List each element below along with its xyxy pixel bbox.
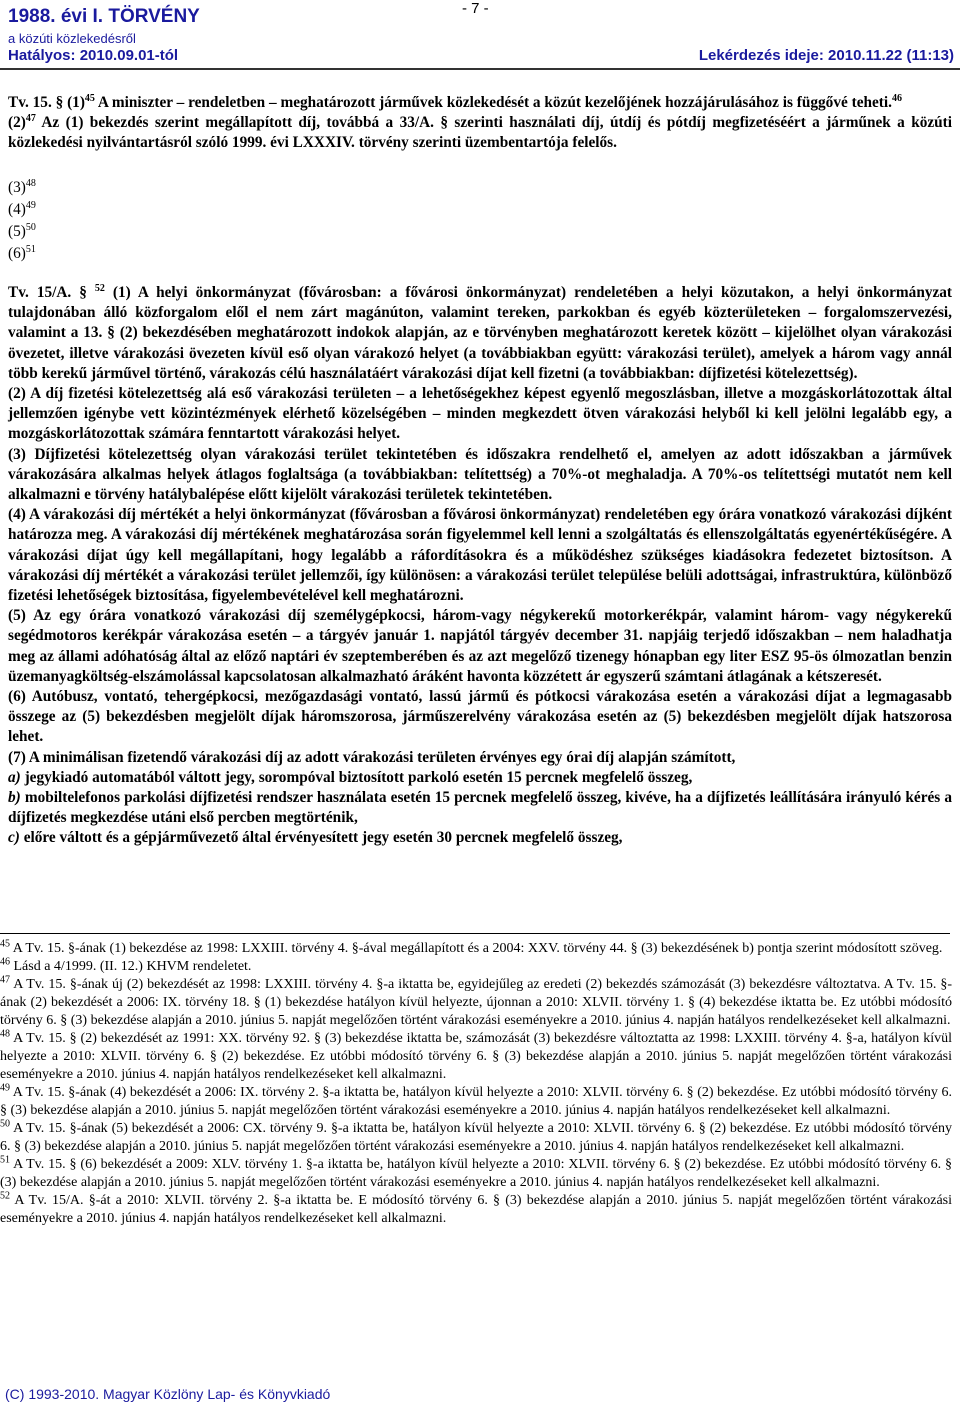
- footnote-ref[interactable]: 48: [25, 177, 36, 189]
- footnote: $^{51}$ A Tv. 15. § (6) bekezdését a 2009: XLV. törvény 1. §-a iktatta be, hatályon kívül helyezte a 2010: XLVII. törvény 6. § (2) bekezdése. Ez utóbbi módosító törvény 6. § (3) bekezdése alapján a 2010. június 5. napját megelőzően történt várakozási eseményekre a 2010. június 4. napján hatályos rendelkezéseket kell alkalmazni.: [0, 1154, 952, 1190]
- footnote: $^{48}$ A Tv. 15. § (2) bekezdését az 1991: XX. törvény 92. § (3) bekezdése iktatta be, számozását (3) bekezdésre változtatta az 1998: LXXIII. törvény 4. §-a, hatályon kívül helyezte a 2010: XLVII. törvény 6. § (2) bekezdése. Ez utóbbi módosító törvény 6. § (3) bekezdése alapján a 2010. június 5. napját megelőzően történt várakozási eseményekre a 2010. június 4. napján hatályos rendelkezéseket kell alkalmazni.: [0, 1028, 952, 1082]
- paragraph-15a-6: (6) Autóbusz, vontató, tehergépkocsi, mezőgazdasági vontató, lassú jármű és pótkocsi várakozása esetén a várakozási díjat a legmagasabb összege az (5) bekezdésben megjelölt díjak háromszorosa, járműszerelvény várakozása esetén az (5) bekezdésben megjelölt díjak hatszorosa lehet.: [8, 688, 952, 746]
- page-number: - 7 -: [462, 0, 489, 17]
- footnote: $^{45}$ A Tv. 15. §-ának (1) bekezdése az 1998: LXXIII. törvény 4. §-ával megállapított és a 2004: XXV. törvény 44. § (3) bekezdésének b) pontja szerint módosított szöveg.: [0, 938, 943, 956]
- header-divider: [0, 68, 960, 70]
- footnote: $^{49}$ A Tv. 15. §-ának (4) bekezdését a 2006: IX. törvény 2. §-a iktatta be, hatályon kívül helyezte a 2010: XLVII. törvény 6. § (2) bekezdése. Ez utóbbi módosító törvény 6. § (3) bekezdése alapján a 2010. június 5. napját megelőzően történt várakozási eseményekre a 2010. június 4. napján hatályos rendelkezéseket kell alkalmazni.: [0, 1082, 952, 1118]
- footnote: $^{46}$ Lásd a 4/1999. (II. 12.) KHVM rendeletet.: [0, 956, 252, 974]
- list-item: $(6)^{51}$: [8, 243, 36, 262]
- list-item: $(4)^{49}$: [8, 199, 36, 218]
- footnote: $^{52}$ A Tv. 15/A. §-át a 2010: XLVII. törvény 2. §-a iktatta be. E módosító törvény 6. § (3) bekezdése alapján a 2010. június 5. napját megelőzően történt várakozási eseményekre a 2010. június 4. napján hatályos rendelkezéseket kell alkalmazni.: [0, 1190, 952, 1226]
- paragraph-15-2: $(2)^{47}$ Az (1) bekezdés szerint megállapított díj, továbbá a 33/A. § szerinti használati díj, útdíj és pótdíj megfizetéséért a járműnek a közúti közlekedési nyilvántartásról szóló 1999. évi LXXXIV. törvény szerinti üzembentartója felelős.: [8, 113, 952, 152]
- paragraph-15a-7c: c) előre váltott és a gépjárművezető által érvényesített jegy esetén 30 percnek megfelelő összeg,: [8, 829, 623, 847]
- paragraph-15a-3: (3) Díjfizetési kötelezettség olyan várakozási terület tekintetében és időszakra rendelhető el, amelyen az adott időszakban a járművek várakozására alkalmas helyek átlagos foglaltsága (a továbbiakban: telítettség) a 70%-ot meghaladja. A 70%-os telítettségi mutatót nem kell alkalmazni e törvény hatálybalépése előtt kijelölt várakozási területek tekintetében.: [8, 445, 952, 504]
- list-item: $(3)^{48}$: [8, 177, 36, 196]
- repealed-paragraphs: [8, 177, 952, 265]
- section-tv15: [8, 93, 952, 154]
- paragraph-15a-5: (5) Az egy órára vonatkozó várakozási díj személygépkocsi, három-vagy négykerekű motorkerékpár, valamint három- vagy négykerekű segédmotoros kerékpár várakozása esetén – a tárgyév január 1. napjától tárgyév december 31. napjáig terjedő időszakban – nem haladhatja meg az állami adóhatóság által az előző naptári év szeptemberében és az azt megelőző tizenegy hónapban egy liter ESZ 95-ös ólmozatlan benzin üzemanyagköltség-elszámolással kapcsolatosan alkalmazható áráként havonta közzétett ár egyszerű számtani átlagának a kétszeresét.: [8, 607, 952, 685]
- paragraph-15a-4: (4) A várakozási díj mértékét a helyi önkormányzat (fővárosban a fővárosi önkormányzat) rendeletében egy órára vonatkozó várakozási díjként határozza meg. A várakozási díj mértékének meghatározása során figyelemmel kell lenni a szolgáltatás és ellenszolgáltatás egyenértékűségére. A várakozási díjat úgy kell megállapítani, hogy legalább a ráfordításokra és a működéshez szükséges kiadásokra fedezetet biztosítson. A várakozási díj mértékét a várakozási terület jellemzői, így különösen: a várakozási terület települése belüli adottságai, infrastruktúra, különböző fizetési lehetőségek biztosítása, figyelembevételével kell meghatározni.: [8, 506, 952, 605]
- document-title: 1988. évi I. TÖRVÉNY: [8, 6, 200, 27]
- footnote-ref[interactable]: 46: [891, 92, 902, 104]
- footnote-ref[interactable]: 49: [25, 199, 36, 211]
- paragraph-15a-7a: a) jegykiadó automatából váltott jegy, sorompóval biztosított parkoló esetén 15 percnek megfelelő összeg,: [8, 768, 693, 786]
- list-item: $(5)^{50}$: [8, 221, 36, 240]
- footnote-ref[interactable]: 45: [84, 92, 95, 104]
- section-tv15a: [8, 283, 952, 849]
- footnote: $^{47}$ A Tv. 15. §-ának új (2) bekezdését az 1998: LXXIII. törvény 4. §-a iktatta be, egyidejűleg az eredeti (2) bekezdés számozását (3) bekezdésre változtatva. A Tv. 15. §-ának (2) bekezdését a 2006: IX. törvény 18. § (1) bekezdése hatályon kívül helyezte, újonnan a 2010: XLVII. törvény 1. § (4) bekezdése iktatta be. Ez utóbbi módosító törvény 6. § (3) bekezdése alapján a 2010. június 5. napját megelőzően történt várakozási eseményekre a 2010. június 4. napján hatályos rendelkezéseket kell alkalmazni.: [0, 974, 952, 1028]
- footnote: $^{50}$ A Tv. 15. §-ának (5) bekezdését a 2006: CX. törvény 9. §-a iktatta be, hatályon kívül helyezte a 2010: XLVII. törvény 6. § (2) bekezdése. Ez utóbbi módosító törvény 6. § (3) bekezdése alapján a 2010. június 5. napját megelőzően történt várakozási eseményekre a 2010. június 4. napján hatályos rendelkezéseket kell alkalmazni.: [0, 1118, 952, 1154]
- validity-date: Hatályos: 2010.09.01-tól: [8, 47, 179, 64]
- footnote-ref[interactable]: 51: [25, 243, 36, 255]
- paragraph-15a-7b: b) mobiltelefonos parkolási díjfizetési rendszer használata esetén 15 percnek megfelelő összeg, kivéve, ha a díjfizetés leállítására irányuló kérés a díjfizetés megkezdése utáni első percben megtörténik,: [8, 789, 952, 827]
- paragraph-15a-2: (2) A díj fizetési kötelezettség alá eső várakozási területen – a lehetőségekhez képest egyenlő megoszlásban, illetve a mozgáskorlátozottak által jellemzően igénybe vett közintézmények elérhető közelségében – minden megkezdett ötven várakozási helyből ki kell jelölni legalább egy, a mozgáskorlátozottak számára fenntartott várakozási helyet.: [8, 385, 952, 443]
- query-time: Lekérdezés ideje: 2010.11.22 (11:13): [698, 47, 954, 64]
- footnote-ref[interactable]: 47: [25, 113, 36, 125]
- footnotes: [0, 940, 952, 1228]
- paragraph-15a-7: (7) A minimálisan fizetendő várakozási díj az adott várakozási területen érvényes egy órai díj alapján számított,: [8, 748, 736, 766]
- footnote-ref[interactable]: 52: [94, 282, 105, 294]
- paragraph-15a-1: Tv. 15/A. § $^{52}$ (1) A helyi önkormányzat (fővárosban: a fővárosi önkormányzat) rendeletében a helyi közutakon, a helyi önkormányzat tulajdonában álló közforgalom elől el nem zárt magánúton, valamint tereken, parkokban és egyéb közterületeken – forgalomszervezési, valamint a 13. § (2) bekezdésében meghatározott indokok alapján, az e törvényben meghatározott keretek között – kijelölhet olyan várakozási övezetet, illetve várakozási övezeten kívül eső olyan várakozó helyet (a továbbiakban együtt: várakozási terület), amelyek a három vagy annál több kerekű járművel történő, várakozás célú használatáért várakozási díjat kell fizetni (a továbbiakban: díjfizetési kötelezettség).: [8, 282, 953, 382]
- footnote-ref[interactable]: 50: [25, 221, 36, 233]
- document-subtitle: a közúti közlekedésről: [8, 31, 136, 46]
- paragraph-15-1: Tv. 15. § $(1)^{45}$ A miniszter – rendeletben – meghatározott járművek közlekedését a közút kezelőjének hozzájárulásához is függővé teheti.$^{46}$: [8, 92, 902, 111]
- copyright-notice: (C) 1993-2010. Magyar Közlöny Lap- és Könyvkiadó: [5, 1386, 331, 1402]
- footnote-divider: [0, 933, 950, 934]
